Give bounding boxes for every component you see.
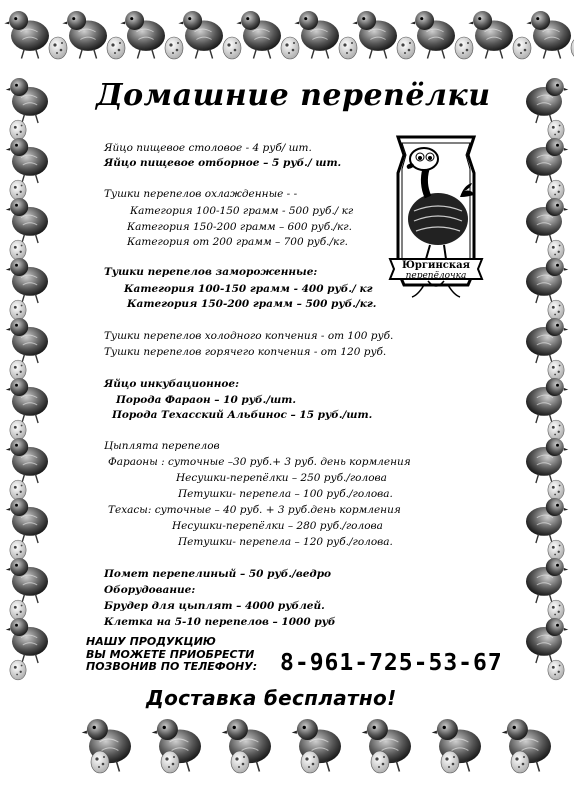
price-line: Цыплята перепелов <box>104 440 220 452</box>
price-line: Техасы: суточные – 40 руб. + 3 руб.день кормления <box>108 504 401 516</box>
price-line: Клетка на 5-10 перепелов – 1000 руб <box>104 616 336 628</box>
free-delivery-banner: Доставка бесплатно! <box>146 686 397 710</box>
price-line: Несушки-перепёлки – 280 руб./голова <box>172 520 383 532</box>
price-line: Тушки перепелов холодного копчения - от 100 руб. <box>104 330 394 342</box>
price-line: Тушки перепелов замороженные: <box>104 266 318 278</box>
logo-line1: Юргинская <box>402 260 470 271</box>
price-line: Порода Фараон – 10 руб./шт. <box>116 394 296 406</box>
price-line: Оборудование: <box>104 584 196 596</box>
price-line: Порода Техасский Альбинос – 15 руб./шт. <box>112 409 373 421</box>
logo-line2: перепёлочка <box>405 271 467 281</box>
price-line: Категория 150-200 грамм – 500 руб./кг. <box>127 298 377 310</box>
contact-line2: ВЫ МОЖЕТЕ ПРИОБРЕСТИ <box>86 647 255 661</box>
contact-line3: ПОЗВОНИВ ПО ТЕЛЕФОНУ: <box>86 660 258 673</box>
page-title: Домашние перепёлки <box>96 78 491 113</box>
price-line: Тушки перепелов горячего копчения - от 120 руб. <box>104 346 387 358</box>
price-line: Категория 150-200 грамм – 600 руб./кг. <box>127 221 352 233</box>
price-line: Яйцо инкубационное: <box>104 378 239 390</box>
contact-line1: НАШУ ПРОДУКЦИЮ <box>86 635 216 648</box>
price-line: Тушки перепелов охлажденные - - <box>104 188 298 200</box>
price-line: Яйцо пищевое отборное – 5 руб./ шт. <box>104 157 342 169</box>
quail-logo <box>384 127 488 303</box>
price-line: Фараоны : суточные –30 руб.+ 3 руб. день кормления <box>108 456 411 468</box>
price-line: Категория 100-150 грамм - 500 руб./ кг <box>130 205 354 217</box>
contact-block <box>86 636 276 674</box>
price-line: Яйцо пищевое столовое - 4 руб/ шт. <box>104 142 312 154</box>
price-line: Категория 100-150 грамм - 400 руб./ кг <box>124 283 373 295</box>
price-line: Категория от 200 грамм – 700 руб./кг. <box>127 236 348 248</box>
phone-number[interactable]: 8-961-725-53-67 <box>280 650 503 676</box>
price-line: Брудер для цыплят – 4000 рублей. <box>104 600 325 612</box>
price-line: Петушки- перепела – 100 руб./голова. <box>178 488 393 500</box>
price-line: Петушки- перепела – 120 руб./голова. <box>178 536 393 548</box>
price-line: Несушки-перепёлки – 250 руб./голова <box>176 472 387 484</box>
price-line: Помет перепелиный – 50 руб./ведро <box>104 568 332 580</box>
